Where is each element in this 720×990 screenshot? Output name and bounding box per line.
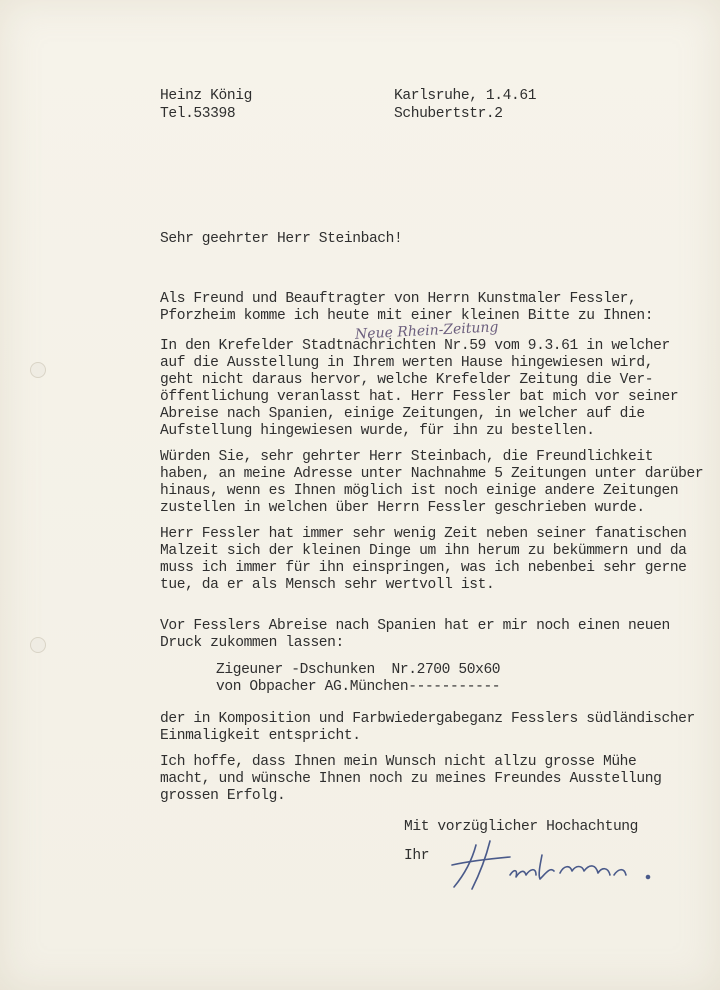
body-line: Herr Fessler hat immer sehr wenig Zeit neben seiner fanatischen xyxy=(160,526,687,542)
item-line: Zigeuner -Dschunken Nr.2700 50x60 xyxy=(216,662,501,678)
punch-hole xyxy=(30,362,46,378)
sender-phone: Tel.53398 xyxy=(160,106,236,122)
body-line: In den Krefelder Stadtnachrichten Nr.59 vom 9.3.61 in welcher xyxy=(160,338,670,354)
body-line: der in Komposition und Farbwiedergabeganz Fesslers südländischer xyxy=(160,711,695,727)
body-line: Als Freund und Beauftragter von Herrn Kunstmaler Fessler, xyxy=(160,291,637,307)
body-line: Druck zukommen lassen: xyxy=(160,635,344,651)
body-line: haben, an meine Adresse unter Nachnahme 5 Zeitungen unter darüber xyxy=(160,466,704,482)
place-date: Karlsruhe, 1.4.61 xyxy=(394,88,537,104)
item-line: von Obpacher AG.München----------- xyxy=(216,679,501,695)
body-line: hinaus, wenn es Ihnen möglich ist noch einige andere Zeitungen xyxy=(160,483,679,499)
body-line: Abreise nach Spanien, einige Zeitungen, in welcher auf die xyxy=(160,406,645,422)
body-line: Pforzheim komme ich heute mit einer kleinen Bitte zu Ihnen: xyxy=(160,308,654,324)
body-line: zustellen in welchen über Herrn Fessler geschrieben wurde. xyxy=(160,500,645,516)
body-line: Ich hoffe, dass Ihnen mein Wunsch nicht allzu grosse Mühe xyxy=(160,754,637,770)
body-line: macht, und wünsche Ihnen noch zu meines Freundes Ausstellung xyxy=(160,771,662,787)
body-line: grossen Erfolg. xyxy=(160,788,286,804)
body-line: Vor Fesslers Abreise nach Spanien hat er mir noch einen neuen xyxy=(160,618,670,634)
handwritten-note: Neue Rhein-Zeitung xyxy=(354,319,499,343)
body-line: auf die Ausstellung in Ihrem werten Hause hingewiesen wird, xyxy=(160,355,654,371)
body-line: Malzeit sich der kleinen Dinge um ihn herum zu bekümmern und da xyxy=(160,543,687,559)
street: Schubertstr.2 xyxy=(394,106,503,122)
body-line: muss ich immer für ihn einspringen, was ich nebenbei sehr gerne xyxy=(160,560,687,576)
salutation: Sehr geehrter Herr Steinbach! xyxy=(160,231,403,247)
signature-image xyxy=(450,835,680,895)
body-line: öffentlichung veranlasst hat. Herr Fessler bat mich vor seiner xyxy=(160,389,679,405)
closing: Mit vorzüglicher Hochachtung xyxy=(404,819,639,835)
body-line: tue, da er als Mensch sehr wertvoll ist. xyxy=(160,577,495,593)
body-line: Würden Sie, sehr gehrter Herr Steinbach, die Freundlichkeit xyxy=(160,449,654,465)
sender-name: Heinz König xyxy=(160,88,252,104)
body-line: geht nicht daraus hervor, welche Krefelder Zeitung die Ver- xyxy=(160,372,654,388)
closing-ihr: Ihr xyxy=(404,848,430,864)
body-line: Einmaligkeit entspricht. xyxy=(160,728,361,744)
body-line: Aufstellung hingewiesen wurde, für ihn zu bestellen. xyxy=(160,423,595,439)
punch-hole xyxy=(30,637,46,653)
